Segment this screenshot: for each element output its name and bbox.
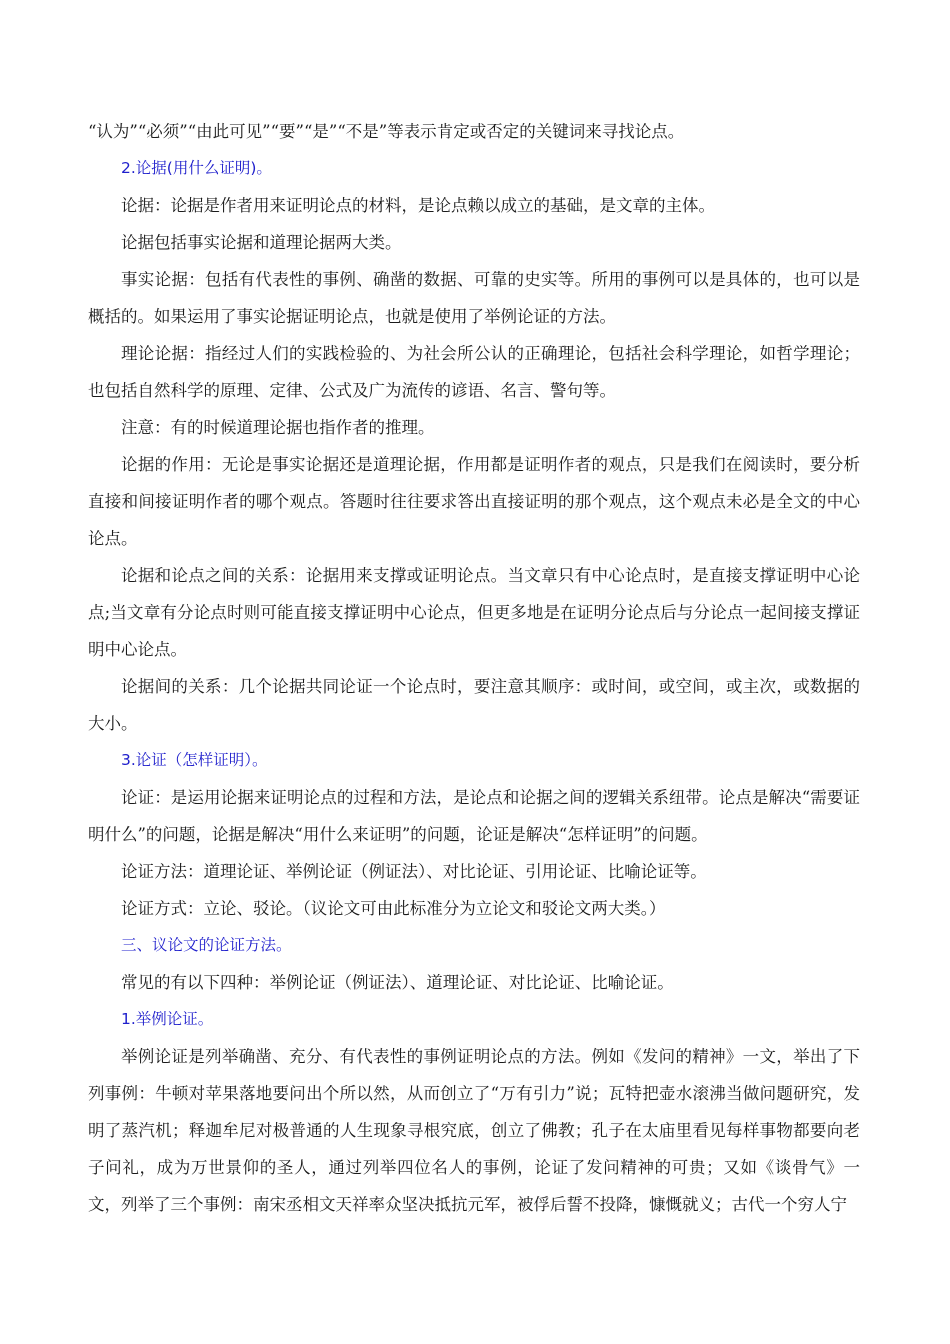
section-heading-methods: 三、议论文的论证方法。	[121, 936, 292, 954]
document-body	[88, 113, 860, 1223]
section-heading-evidence: 2.论据(用什么证明)。	[121, 159, 272, 177]
paragraph-evidence-argument-relation: 论据和论点之间的关系：论据用来支撑或证明论点。当文章只有中心论点时，是直接支撑证明中心论点;当文章有分论点时则可能直接支撑证明中心论点，但更多地是在证明分论点后与分论点一起间接支撑证明中心论点。	[88, 566, 860, 659]
paragraph-keywords: “认为”“必须”“由此可见”“要”“是”“不是”等表示肯定或否定的关键词来寻找论点。	[88, 122, 685, 141]
paragraph-factual-evidence: 事实论据：包括有代表性的事例、确凿的数据、可靠的史实等。所用的事例可以是具体的，也可以是概括的。如果运用了事实论据证明论点，也就是使用了举例论证的方法。	[88, 270, 860, 326]
paragraph-example-argument: 举例论证是列举确凿、充分、有代表性的事例证明论点的方法。例如《发问的精神》一文，举出了下列事例：牛顿对苹果落地要问出个所以然，从而创立了“万有引力”说；瓦特把壶水滚沸当做问题研究，发明了蒸汽机；释迦牟尼对极普通的人生现象寻根究底，创立了佛教；孔子在太庙里看见每样事物都要向老子问礼，成为万世景仰的圣人，通过列举四位名人的事例，论证了发问精神的可贵；又如《谈骨气》一文，列举了三个事例：南宋丞相文天祥率众坚决抵抗元军，被俘后誓不投降，慷慨就义；古代一个穷人宁	[88, 1047, 860, 1214]
paragraph-common-methods: 常见的有以下四种：举例论证（例证法）、道理论证、对比论证、比喻论证。	[121, 973, 674, 992]
paragraph-reasoning-definition: 论证：是运用论据来证明论点的过程和方法，是论点和论据之间的逻辑关系纽带。论点是解决“需要证明什么”的问题，论据是解决“用什么来证明”的问题，论证是解决“怎样证明”的问题。	[88, 788, 860, 844]
paragraph-evidence-definition: 论据：论据是作者用来证明论点的材料，是论点赖以成立的基础，是文章的主体。	[121, 196, 715, 215]
section-heading-example-argument: 1.举例论证。	[121, 1010, 214, 1028]
paragraph-evidence-types: 论据包括事实论据和道理论据两大类。	[121, 233, 402, 252]
paragraph-note: 注意：有的时候道理论据也指作者的推理。	[121, 418, 435, 437]
paragraph-reasoning-modes: 论证方式：立论、驳论。（议论文可由此标准分为立论文和驳论文两大类。）	[121, 899, 666, 918]
section-heading-reasoning: 3.论证（怎样证明）。	[121, 751, 268, 769]
paragraph-evidence-order: 论据间的关系：几个论据共同论证一个论点时，要注意其顺序：或时间，或空间，或主次，或数据的大小。	[88, 677, 860, 733]
paragraph-theoretical-evidence: 理论论据：指经过人们的实践检验的、为社会所公认的正确理论，包括社会科学理论，如哲学理论；也包括自然科学的原理、定律、公式及广为流传的谚语、名言、警句等。	[88, 344, 860, 400]
paragraph-reasoning-methods: 论证方法：道理论证、举例论证（例证法）、对比论证、引用论证、比喻论证等。	[121, 862, 707, 881]
paragraph-evidence-function: 论据的作用：无论是事实论据还是道理论据，作用都是证明作者的观点，只是我们在阅读时，要分析直接和间接证明作者的哪个观点。答题时往往要求答出直接证明的那个观点，这个观点未必是全文的中心论点。	[88, 455, 860, 548]
